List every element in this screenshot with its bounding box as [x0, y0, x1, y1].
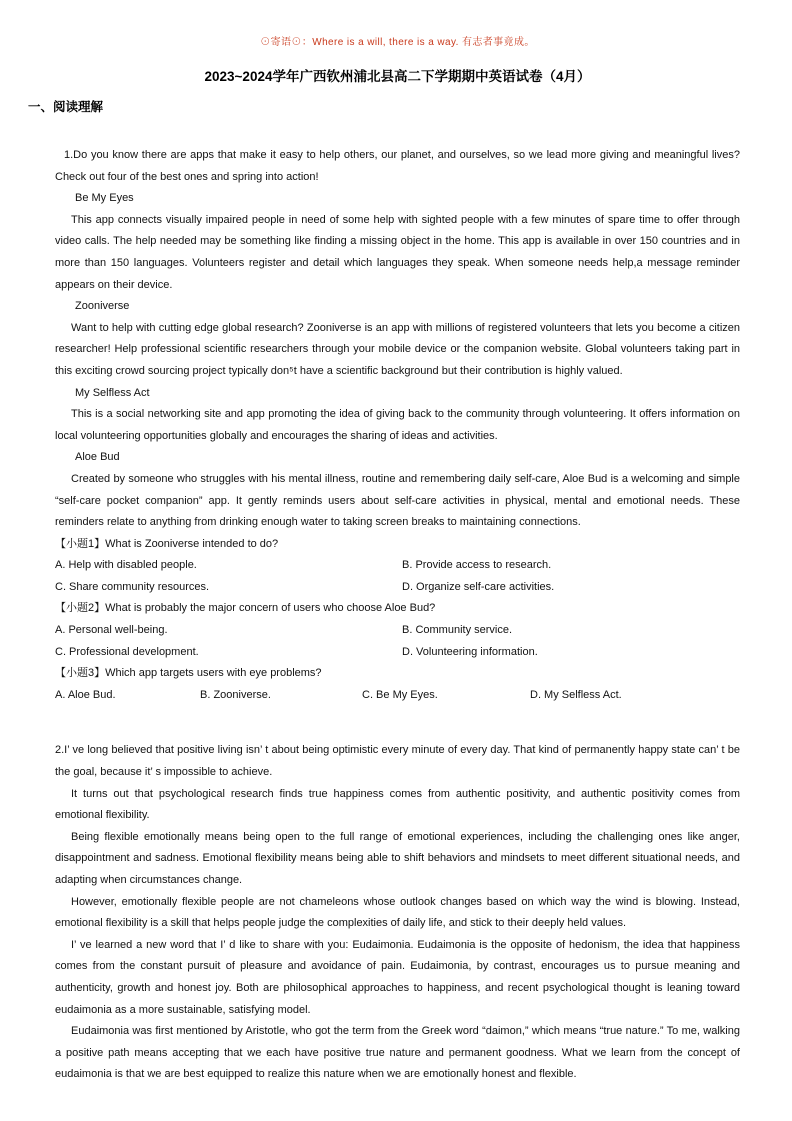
passage2-paragraph: Being flexible emotionally means being open to the full range of emotional experiences, including the challenging ones like anger, disappointment and sadness. Emotional flexibility means being able to shift behaviors and mindsets to meet different situational needs, and adapting when circumstances change.	[55, 830, 740, 886]
passage2-paragraph: However, emotionally flexible people are not chameleons whose outlook changes based on which way the wind is blowing. Instead, emotional flexibility is a skill that helps people judge the complexities of daily life, and stick to their deeply held values.	[55, 895, 740, 930]
question-1-stem: 【小题1】What is Zooniverse intended to do?	[55, 537, 279, 550]
app-heading-zooniverse: Zooniverse	[75, 300, 130, 313]
question-3-option-b: B. Zooniverse.	[200, 688, 271, 701]
section-heading: 一、阅读理解	[28, 100, 104, 114]
passage1-paragraph: Want to help with cutting edge global research? Zooniverse is an app with millions of registered volunteers that lets you become a citizen researcher! Help professional scientific researchers through your mobile device or the companion website. Global volunteers taking part in this exciting crowd sourcing project typically don⁵t have a scientific background but their contribution is highly valued.	[55, 321, 740, 377]
question-2-option-d: D. Volunteering information.	[402, 645, 538, 658]
passage2-paragraph: It turns out that psychological research finds true happiness comes from authentic positivity, and authentic positivity comes from emotional flexibility.	[55, 787, 740, 822]
question-3-options	[55, 685, 740, 707]
question-1-option-c: C. Share community resources.	[55, 580, 210, 593]
passage1-intro: 1.Do you know there are apps that make it easy to help others, our planet, and ourselves, so we lead more giving and meaningful lives? Check out four of the best ones and spring into action!	[55, 149, 740, 183]
passage1-paragraph: This app connects visually impaired people in need of some help with sighted people with a few minutes of spare time to offer through video calls. The help needed may be something like finding a missing object in the home. This app is available in over 150 countries and in more than 150 languages. Volunteers register and detail which languages they speak. When someone needs help,a message reminder appears on their device.	[55, 213, 740, 291]
app-heading-my-selfless-act: My Selfless Act	[75, 386, 150, 399]
question-1-option-b: B. Provide access to research.	[402, 559, 552, 572]
question-2-options	[55, 620, 740, 663]
question-1-option-d: D. Organize self-care activities.	[402, 580, 555, 593]
question-3-option-d: D. My Selfless Act.	[530, 688, 622, 701]
question-1-option-a: A. Help with disabled people.	[55, 559, 197, 572]
passage2-paragraph: I’ ve learned a new word that I’ d like to share with you: Eudaimonia. Eudaimonia is the opposite of hedonism, the idea that happiness comes from the constant pursuit of pleasure and avoidance of pain. Eudaimonia, by contrast, encourages us to pursue meaning and authenticity, growth and honest joy. Both are philosophical approaches to happiness, and recent psychological thought is leaning toward eudaimonia as a more sustainable, satisfying model.	[55, 938, 740, 1016]
question-2-option-b: B. Community service.	[402, 624, 513, 637]
passage-1	[55, 145, 740, 706]
question-3-stem: 【小题3】Which app targets users with eye problems?	[55, 667, 322, 680]
question-2-option-c: C. Professional development.	[55, 645, 199, 658]
question-3-option-a: A. Aloe Bud.	[55, 688, 116, 701]
passage-2	[55, 740, 740, 1086]
passage2-paragraph: Eudaimonia was first mentioned by Aristotle, who got the term from the Greek word “daimon,” which means “true nature.” To me, walking a positive path means accepting that we each have positive true nature and permanent goodness. What we learn from the concept of eudaimonia is that we are best equipped to realize this nature when we are emotionally honest and flexible.	[55, 1025, 740, 1081]
app-heading-aloe-bud: Aloe Bud	[75, 451, 120, 464]
question-2-stem: 【小题2】What is probably the major concern of users who choose Aloe Bud?	[55, 602, 436, 615]
passage1-paragraph: Created by someone who struggles with his mental illness, routine and remembering daily self-care, Aloe Bud is a welcoming and simple “self-care pocket companion” app. It gently reminds users about self-care activities in physical, mental and emotional needs. These reminders relate to anything from drinking enough water to taking screen breaks to maintaining connections.	[55, 472, 740, 529]
passage2-paragraph: 2.I’ ve long believed that positive living isn’ t about being optimistic every minute of every day. That kind of permanently happy state can’ t be the goal, because it’ s impossible to achieve.	[55, 744, 740, 779]
app-heading-be-my-eyes: Be My Eyes	[75, 192, 134, 205]
passage1-paragraph: This is a social networking site and app promoting the idea of giving back to the community through volunteering. It offers information on local volunteering opportunities globally and encourages the sharing of ideas and activities.	[55, 408, 740, 442]
question-1-options	[55, 555, 740, 598]
page-motto: ⊙寄语⊙：Where is a will, there is a way. 有志者事竟成。	[260, 37, 535, 48]
question-2-option-a: A. Personal well-being.	[55, 624, 168, 637]
doc-title: 2023~2024学年广西钦州浦北县高二下学期期中英语试卷（4月）	[204, 69, 591, 84]
question-3-option-c: C. Be My Eyes.	[362, 688, 438, 701]
